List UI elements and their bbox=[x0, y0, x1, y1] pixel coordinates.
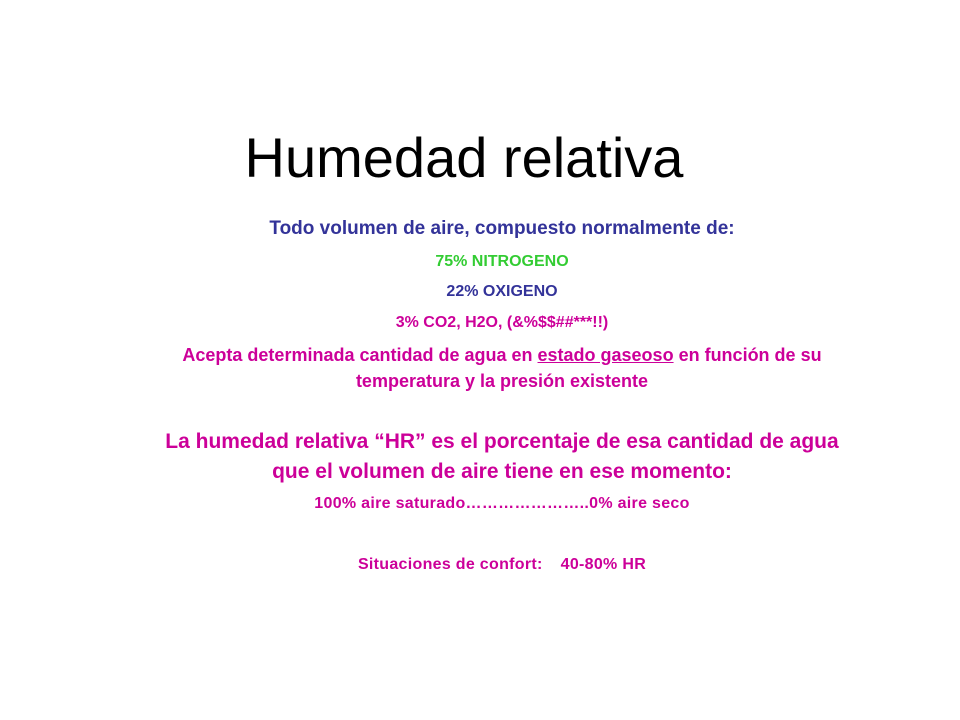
composition-oxygen: 22% OXIGENO bbox=[446, 283, 558, 300]
composition-other-gases: 3% CO2, H2O, (&%$$##***!!) bbox=[395, 314, 609, 331]
composition-nitrogen: 75% NITROGENO bbox=[435, 253, 569, 270]
comfort-text bbox=[150, 553, 854, 577]
acceptance-text bbox=[150, 342, 854, 394]
comfort-label: Situaciones de confort: bbox=[357, 556, 543, 573]
acceptance-underlined-term: estado gaseoso bbox=[537, 345, 674, 365]
acceptance-text-end: en función de su temperatura y la presión existente bbox=[355, 345, 822, 391]
slide-title: Humedad relativa bbox=[244, 126, 684, 189]
range-text: 100% aire saturado…………………..0% aire seco bbox=[314, 495, 690, 512]
definition-text: La humedad relativa “HR” es el porcentaje de esa cantidad de agua que el volumen de aire tiene en ese momento: bbox=[165, 430, 839, 483]
intro-text: Todo volumen de aire, compuesto normalmente de: bbox=[269, 218, 735, 239]
comfort-value: 40-80% HR bbox=[560, 556, 647, 573]
acceptance-text-start: Acepta determinada cantidad de agua en bbox=[182, 345, 538, 365]
